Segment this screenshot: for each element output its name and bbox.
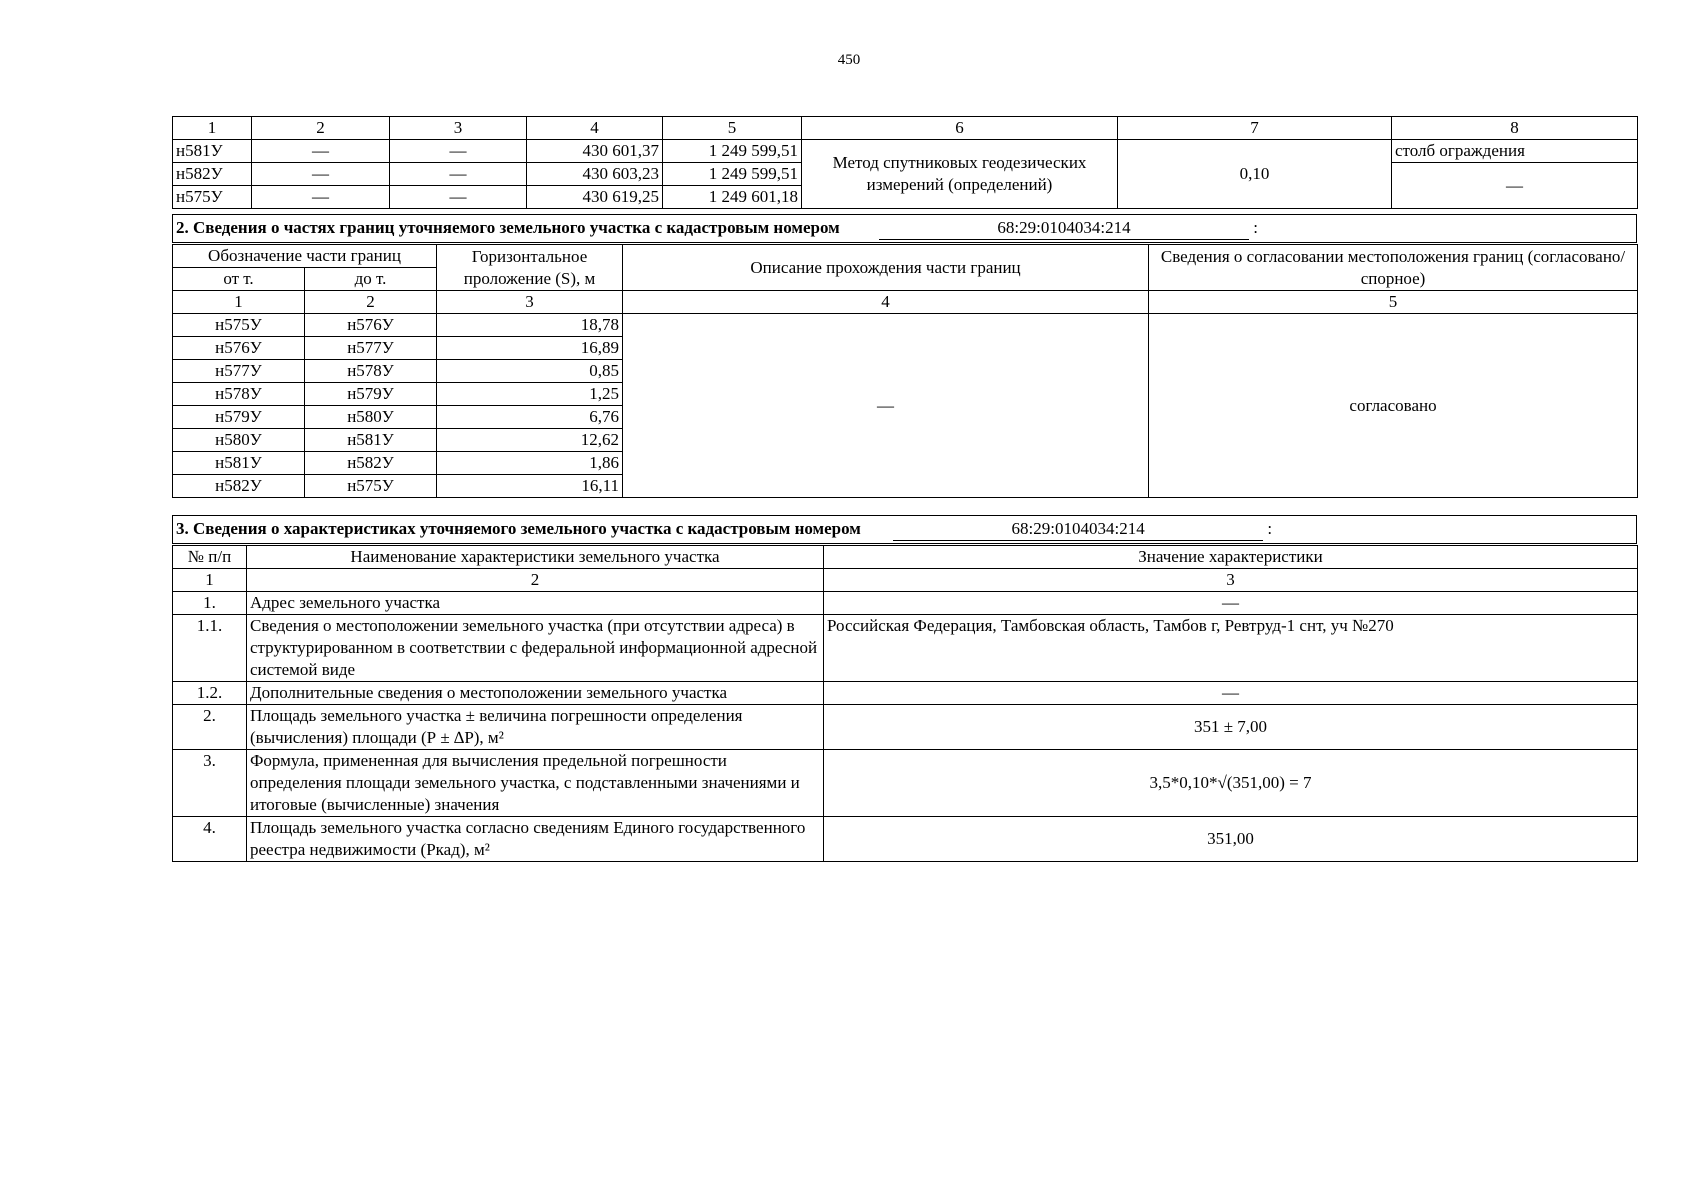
- col-header: 7: [1118, 117, 1392, 140]
- row-number: 2.: [173, 705, 247, 750]
- length-value: 16,89: [437, 337, 623, 360]
- head-parts: Обозначение части границ: [173, 245, 437, 268]
- from-point: н577У: [173, 360, 305, 383]
- cell-dash: —: [390, 186, 527, 209]
- table-row: [173, 682, 1638, 705]
- to-point: н581У: [305, 429, 437, 452]
- section3-suffix: :: [1267, 519, 1273, 538]
- col-header: 3: [390, 117, 527, 140]
- section2-cadastral-number: 68:29:0104034:214: [879, 217, 1249, 240]
- head-value: Значение характеристики: [824, 546, 1638, 569]
- col-number: 5: [1149, 291, 1638, 314]
- coord-x: 430 603,23: [527, 163, 663, 186]
- characteristic-name: Площадь земельного участка согласно сведениям Единого государственного реестра недвижимости (Ркад), м²: [247, 817, 824, 862]
- head-description: Описание прохождения части границ: [623, 245, 1149, 291]
- from-point: н578У: [173, 383, 305, 406]
- description-cell: —: [1392, 163, 1638, 209]
- section3-title-text: 3. Сведения о характеристиках уточняемого земельного участка с кадастровым номером: [176, 519, 861, 538]
- row-number: 4.: [173, 817, 247, 862]
- characteristic-name: Дополнительные сведения о местоположении земельного участка: [247, 682, 824, 705]
- coordinates-header-row: [173, 117, 1638, 140]
- characteristic-name: Формула, примененная для вычисления предельной погрешности определения площади земельного участка, с подставленными значениями и итоговые (вычисленные) значения: [247, 750, 824, 817]
- head-to: до т.: [305, 268, 437, 291]
- characteristic-value: Российская Федерация, Тамбовская область, Тамбов г, Ревтруд-1 снт, уч №270: [824, 615, 1638, 682]
- method-cell: Метод спутниковых геодезических измерений (определений): [802, 140, 1118, 209]
- length-value: 18,78: [437, 314, 623, 337]
- col-number: 4: [623, 291, 1149, 314]
- from-point: н582У: [173, 475, 305, 498]
- row-number: 1.: [173, 592, 247, 615]
- to-point: н576У: [305, 314, 437, 337]
- description-cell: столб ограждения: [1392, 140, 1638, 163]
- cell-dash: —: [390, 163, 527, 186]
- from-point: н580У: [173, 429, 305, 452]
- head-agreement: Сведения о согласовании местоположения границ (согласовано/спорное): [1149, 245, 1638, 291]
- col-header: 2: [252, 117, 390, 140]
- table-row: [173, 705, 1638, 750]
- length-value: 6,76: [437, 406, 623, 429]
- coord-y: 1 249 601,18: [663, 186, 802, 209]
- row-number: 3.: [173, 750, 247, 817]
- col-number: 2: [247, 569, 824, 592]
- from-point: н581У: [173, 452, 305, 475]
- characteristic-name: Адрес земельного участка: [247, 592, 824, 615]
- to-point: н577У: [305, 337, 437, 360]
- col-header: 1: [173, 117, 252, 140]
- from-point: н575У: [173, 314, 305, 337]
- length-value: 16,11: [437, 475, 623, 498]
- characteristic-value: —: [824, 682, 1638, 705]
- coord-y: 1 249 599,51: [663, 140, 802, 163]
- boundary-parts-table: [172, 244, 1638, 498]
- row-number: 1.2.: [173, 682, 247, 705]
- to-point: н578У: [305, 360, 437, 383]
- coord-y: 1 249 599,51: [663, 163, 802, 186]
- col-number: 2: [305, 291, 437, 314]
- cell-dash: —: [390, 140, 527, 163]
- col-number: 1: [173, 291, 305, 314]
- accuracy-cell: 0,10: [1118, 140, 1392, 209]
- head-name: Наименование характеристики земельного участка: [247, 546, 824, 569]
- length-value: 12,62: [437, 429, 623, 452]
- point-name: н581У: [173, 140, 252, 163]
- section3-title-table: [172, 515, 1637, 544]
- table-row: [173, 140, 1638, 163]
- characteristic-value: 351 ± 7,00: [824, 705, 1638, 750]
- point-name: н575У: [173, 186, 252, 209]
- section2-title: [173, 215, 1637, 243]
- col-number: 1: [173, 569, 247, 592]
- length-value: 0,85: [437, 360, 623, 383]
- cell-dash: —: [252, 186, 390, 209]
- characteristic-value: —: [824, 592, 1638, 615]
- from-point: н579У: [173, 406, 305, 429]
- point-name: н582У: [173, 163, 252, 186]
- col-number: 3: [824, 569, 1638, 592]
- characteristic-name: Площадь земельного участка ± величина погрешности определения (вычисления) площади (Р ± ∆Р), м²: [247, 705, 824, 750]
- coord-x: 430 619,25: [527, 186, 663, 209]
- col-number: 3: [437, 291, 623, 314]
- characteristic-name: Сведения о местоположении земельного участка (при отсутствии адреса) в структурированном в соответствии с федеральной информационной адресной системой виде: [247, 615, 824, 682]
- table-row: [173, 750, 1638, 817]
- head-from: от т.: [173, 268, 305, 291]
- to-point: н575У: [305, 475, 437, 498]
- to-point: н579У: [305, 383, 437, 406]
- length-value: 1,86: [437, 452, 623, 475]
- agreement-value: согласовано: [1149, 314, 1638, 498]
- table-row: [173, 615, 1638, 682]
- section2-suffix: :: [1253, 218, 1258, 237]
- table-row: [173, 817, 1638, 862]
- from-point: н576У: [173, 337, 305, 360]
- head-length: Горизонтальное проложение (S), м: [437, 245, 623, 291]
- characteristic-value: 351,00: [824, 817, 1638, 862]
- section2-title-table: [172, 214, 1637, 243]
- row-number: 1.1.: [173, 615, 247, 682]
- head-number: № п/п: [173, 546, 247, 569]
- table-row: [173, 592, 1638, 615]
- col-header: 8: [1392, 117, 1638, 140]
- section2-title-text: 2. Сведения о частях границ уточняемого земельного участка с кадастровым номером: [176, 218, 840, 237]
- cell-dash: —: [252, 163, 390, 186]
- coord-x: 430 601,37: [527, 140, 663, 163]
- characteristic-value: 3,5*0,10*√(351,00) = 7: [824, 750, 1638, 817]
- section3-cadastral-number: 68:29:0104034:214: [893, 518, 1263, 541]
- table-row: [173, 314, 1638, 337]
- cell-dash: —: [252, 140, 390, 163]
- characteristics-table: [172, 545, 1638, 862]
- page-number: 450: [837, 52, 861, 68]
- length-value: 1,25: [437, 383, 623, 406]
- section3-title: [173, 516, 1637, 544]
- to-point: н580У: [305, 406, 437, 429]
- to-point: н582У: [305, 452, 437, 475]
- col-header: 5: [663, 117, 802, 140]
- description-value: —: [623, 314, 1149, 498]
- coordinates-table: [172, 116, 1638, 209]
- col-header: 4: [527, 117, 663, 140]
- col-header: 6: [802, 117, 1118, 140]
